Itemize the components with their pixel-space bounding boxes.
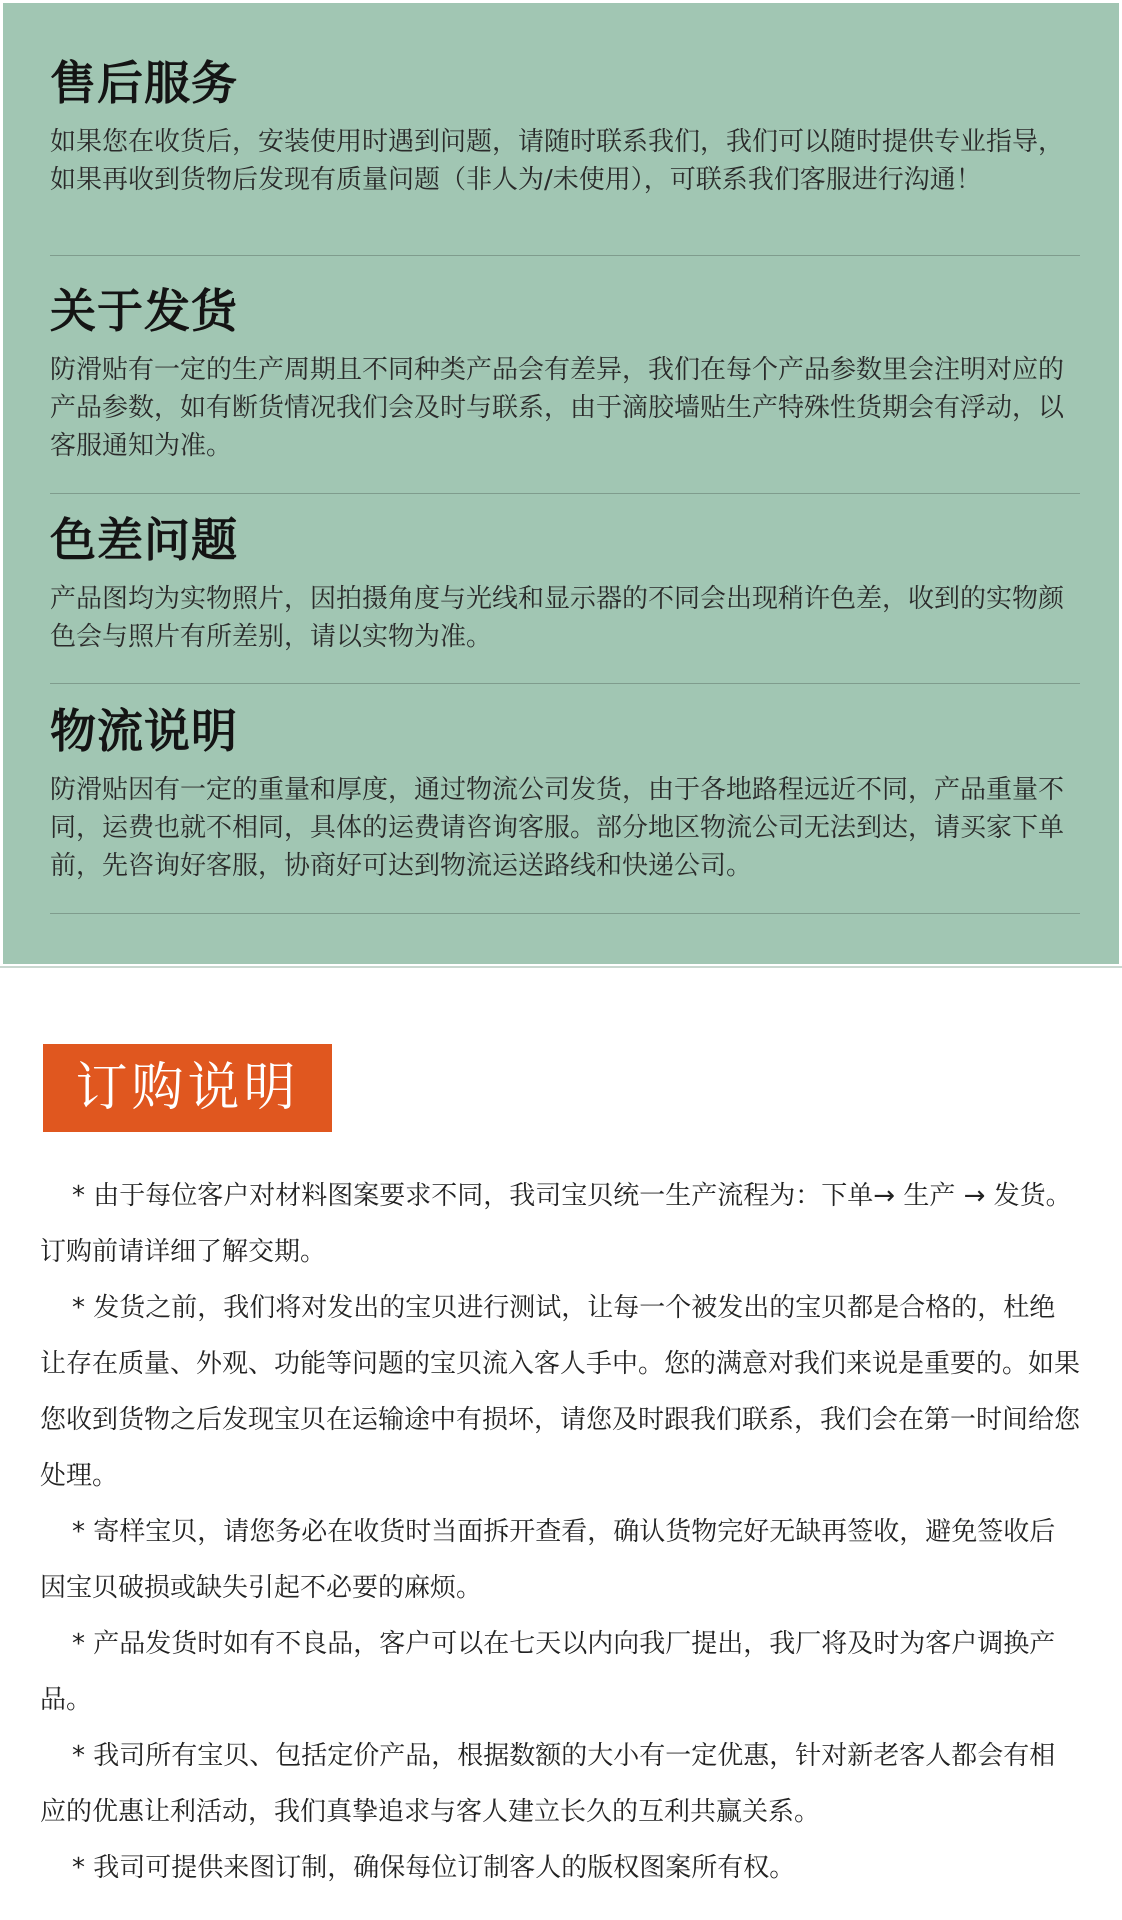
section-divider <box>50 255 1080 256</box>
section-logistics <box>50 703 1080 885</box>
section-title: 售后服务 <box>50 56 238 110</box>
order-note: * 产品发货时如有不良品，客户可以在七天以内向我厂提出，我厂将及时为客户调换产品。 <box>40 1629 1056 1715</box>
order-note: * 发货之前，我们将对发出的宝贝进行测试，让每一个被发出的宝贝都是合格的，杜绝让存在质量、外观、功能等问题的宝贝流入客人手中。您的满意对我们来说是重要的。如果您收到货物之后发现宝贝在运输途中有损坏，请您及时跟我们联系，我们会在第一时间给您处理。 <box>40 1293 1081 1491</box>
order-note: * 由于每位客户对材料图案要求不同，我司宝贝统一生产流程为：下单→ 生产 → 发货。订购前请详细了解交期。 <box>40 1181 1072 1267</box>
section-shipping <box>50 283 1080 465</box>
section-color-difference <box>50 512 1080 656</box>
order-instructions-banner: 订购说明 <box>43 1044 332 1132</box>
section-title: 关于发货 <box>50 284 238 338</box>
section-title: 物流说明 <box>50 704 238 758</box>
order-notes <box>40 1168 1080 1896</box>
section-divider <box>50 493 1080 494</box>
section-body: 如果您在收货后，安装使用时遇到问题，请随时联系我们，我们可以随时提供专业指导，如果再收到货物后发现有质量问题（非人为/未使用），可联系我们客服进行沟通！ <box>50 127 1065 195</box>
section-after-sales <box>50 55 1080 199</box>
order-note: * 我司可提供来图订制，确保每位订制客人的版权图案所有权。 <box>72 1853 796 1883</box>
section-body: 产品图均为实物照片，因拍摄角度与光线和显示器的不同会出现稍许色差，收到的实物颜色会与照片有所差别，请以实物为准。 <box>50 584 1065 652</box>
section-title: 色差问题 <box>50 513 238 567</box>
section-divider <box>50 683 1080 684</box>
order-note: * 我司所有宝贝、包括定价产品，根据数额的大小有一定优惠，针对新老客人都会有相应的优惠让利活动，我们真挚追求与客人建立长久的互利共赢关系。 <box>40 1741 1056 1827</box>
section-body: 防滑贴因有一定的重量和厚度，通过物流公司发货，由于各地路程远近不同，产品重量不同，运费也就不相同，具体的运费请咨询客服。部分地区物流公司无法到达，请买家下单前，先咨询好客服，协商好可达到物流运送路线和快递公司。 <box>50 775 1065 881</box>
panel-bottom-divider <box>0 966 1122 968</box>
section-body: 防滑贴有一定的生产周期且不同种类产品会有差异，我们在每个产品参数里会注明对应的产品参数，如有断货情况我们会及时与联系，由于滴胶墙贴生产特殊性货期会有浮动，以客服通知为准。 <box>50 355 1065 461</box>
section-divider <box>50 913 1080 914</box>
order-note: * 寄样宝贝，请您务必在收货时当面拆开查看，确认货物完好无缺再签收，避免签收后因宝贝破损或缺失引起不必要的麻烦。 <box>40 1517 1056 1603</box>
